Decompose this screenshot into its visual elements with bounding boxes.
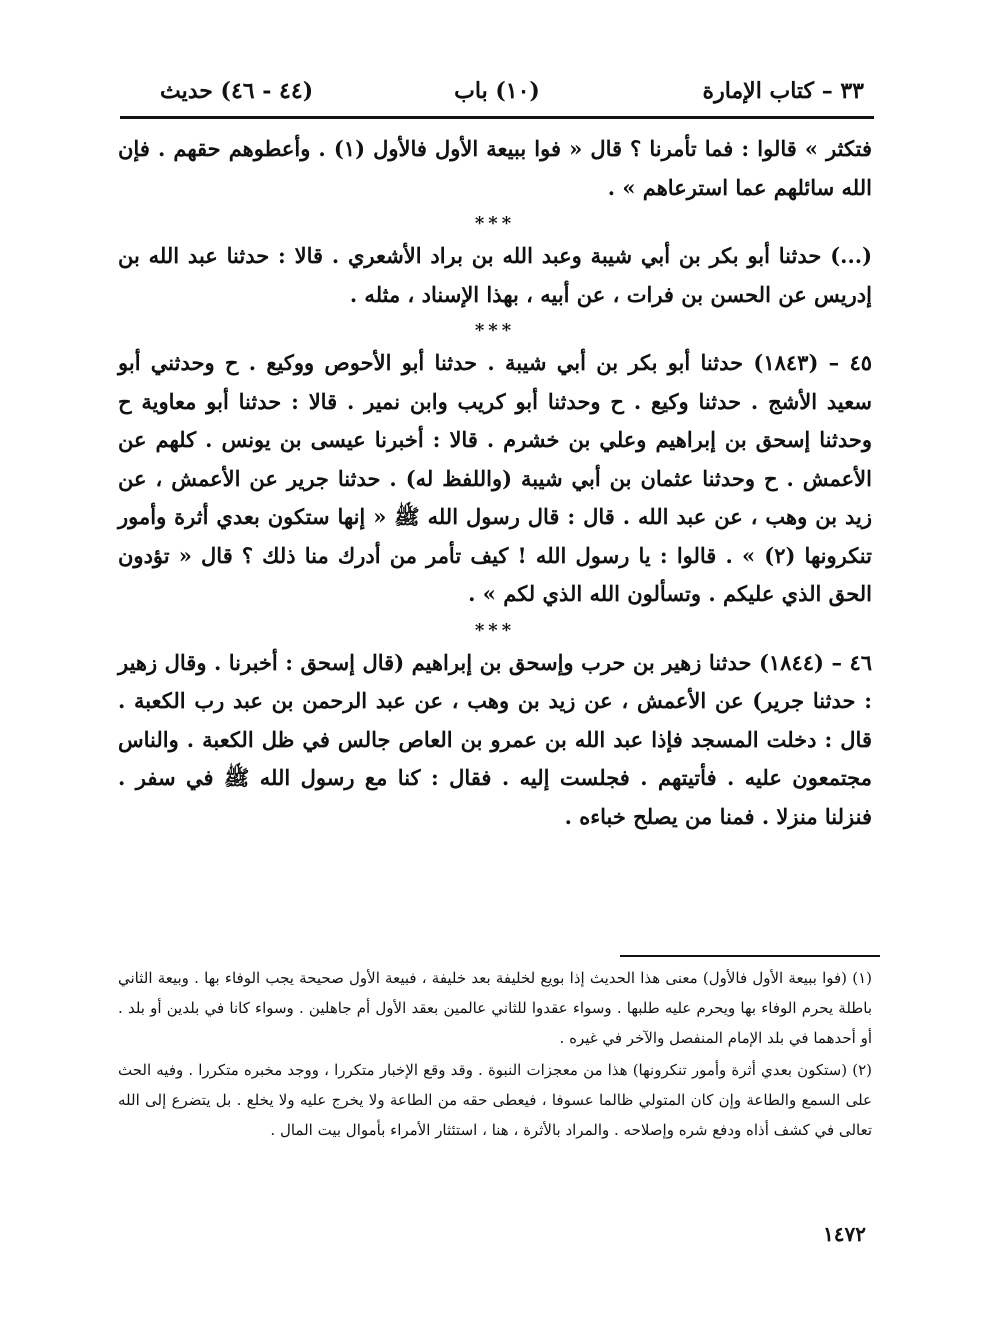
paragraph-1: فتكثر » قالوا : فما تأمرنا ؟ قال « فوا ببيعة الأول فالأول (١) . وأعطوهم حقهم . فإن الله سائلهم عما استرعاهم » . [118, 136, 872, 200]
running-header [120, 72, 874, 112]
footnotes [118, 963, 872, 1147]
hadith-45: ٤٥ – (١٨٤٣) حدثنا أبو بكر بن أبي شيبة . حدثنا أبو الأحوص ووكيع . ح وحدثني أبو سعيد الأشج . حدثنا وكيع . ح وحدثنا أبو كريب وابن نمير . قالا : حدثنا أبو معاوية ح وحدثنا إسحق بن إبراهيم وعلي بن خشرم . قالا : أخبرنا عيسى بن يونس . كلهم عن الأعمش . ح وحدثنا عثمان بن أبي شيبة (واللفظ له) . حدثنا جرير عن الأعمش ، عن زيد بن وهب ، عن عبد الله . قال : قال رسول الله ﷺ « إنها ستكون بعدي أثرة وأمور تنكرونها (٢) » . قالوا : يا رسول الله ! كيف تأمر من أدرك منا ذلك ؟ قال « تؤدون الحق الذي عليكم . وتسألون الله الذي لكم » . [118, 350, 872, 606]
main-text [118, 130, 872, 836]
header-rule [120, 116, 874, 119]
paragraph-2: (...) حدثنا أبو بكر بن أبي شيبة وعبد الله بن براد الأشعري . قالا : حدثنا عبد الله بن إدريس عن الحسن بن فرات ، عن أبيه ، بهذا الإسناد ، مثله . [118, 243, 873, 307]
page-number: ١٤٧٢ [823, 1222, 866, 1246]
separator-stars: *** [474, 619, 516, 641]
separator-stars: *** [474, 213, 516, 234]
separator-stars: *** [474, 320, 516, 341]
chapter-label: (١٠) باب [454, 78, 540, 104]
footnote-2: (٢) (ستكون بعدي أثرة وأمور تنكرونها) هذا من معجزات النبوة . وقد وقع الإخبار متكررا ، ووجد مخبره متكررا . وفيه الحث على السمع والطاعة وإن كان المتولي ظالما عسوفا ، فيعطى حقه من الطاعة ولا يخرج عليه ولا يخلع . بل يتضرع إلى الله تعالى في كشف أذاه ودفع شره وإصلاحه . والمراد بالأثرة ، هنا ، استئثار الأمراء بأموال بيت المال . [118, 1061, 872, 1139]
footnote-1: (١) (فوا ببيعة الأول فالأول) معنى هذا الحديث إذا بويع لخليفة بعد خليفة ، فبيعة الأول صحيحة يجب الوفاء بها . وبيعة الثاني باطلة يحرم الوفاء بها ويحرم عليه طلبها . وسواء عقدوا للثاني عالمين بعقد الأول أم جاهلين . وسواء كانا في بلدين أو بلد . أو أحدهما في بلد الإمام المنفصل والآخر في غيره . [118, 969, 872, 1047]
hadith-range: (٤٤ - ٤٦) حديث [160, 78, 314, 104]
footnote-rule [620, 955, 880, 957]
book-title: ٣٣ – كتاب الإمارة [702, 78, 864, 104]
hadith-46: ٤٦ – (١٨٤٤) حدثنا زهير بن حرب وإسحق بن إبراهيم (قال إسحق : أخبرنا . وقال زهير : حدثنا جرير) عن الأعمش ، عن زيد بن وهب ، عن عبد الرحمن بن عبد رب الكعبة . قال : دخلت المسجد فإذا عبد الله بن عمرو بن العاص جالس في ظل الكعبة . والناس مجتمعون عليه . فأتيتهم . فجلست إليه . فقال : كنا مع رسول الله ﷺ في سفر . فنزلنا منزلا . فمنا من يصلح خباءه . [118, 649, 873, 829]
